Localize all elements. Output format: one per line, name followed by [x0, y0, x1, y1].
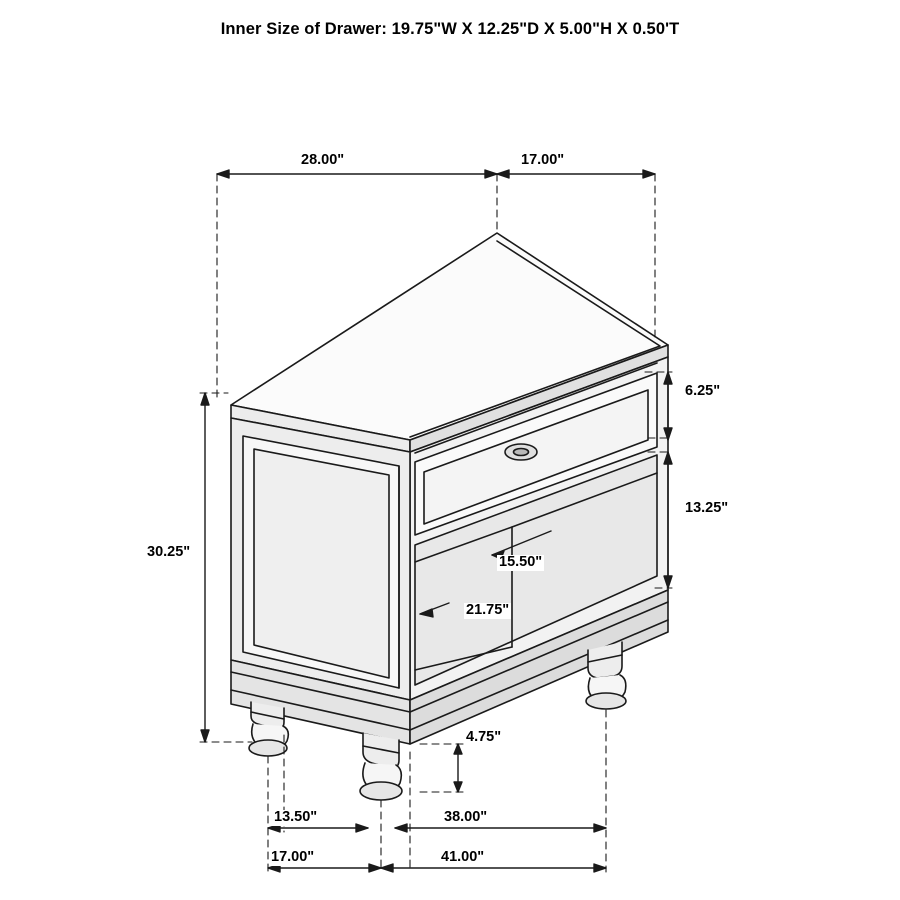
dimension-label-base-front-width: 17.00"	[271, 849, 315, 865]
dimension-label-top-left-width: 28.00"	[301, 152, 345, 168]
dimension-label-top-right-depth: 17.00"	[521, 152, 565, 168]
dimension-label-base-depth: 38.00"	[444, 809, 488, 825]
dimension-label-base-overall-width: 41.00"	[441, 849, 485, 865]
dimension-label-drawer-face-height: 6.25"	[685, 383, 721, 399]
drawer-pull	[505, 444, 537, 460]
dimension-label-lower-open-height: 13.25"	[685, 500, 729, 516]
page-title: Inner Size of Drawer: 19.75"W X 12.25"D X 5.00"H X 0.50'T	[220, 20, 680, 38]
leg-front-left	[249, 702, 288, 756]
dimension-label-leg-inset-front: 13.50"	[274, 809, 318, 825]
leg-front-right	[360, 733, 402, 800]
case-side-panel	[231, 418, 410, 700]
dimension-label-shelf-depth: 15.50"	[499, 554, 543, 570]
dimension-label-leg-height: 4.75"	[466, 729, 502, 745]
leg-back-right	[586, 642, 626, 709]
dimension-label-overall-height: 30.25"	[147, 544, 191, 560]
dimension-label-shelf-width: 21.75"	[466, 602, 510, 618]
